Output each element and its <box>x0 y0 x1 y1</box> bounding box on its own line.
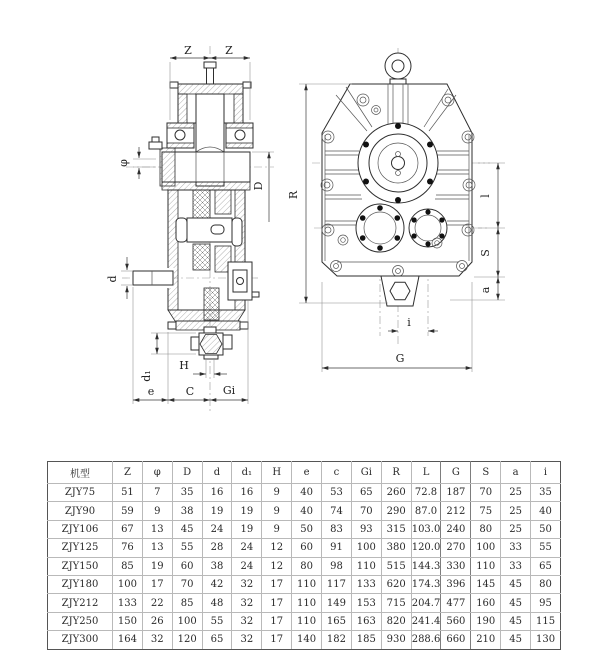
table-cell: 45 <box>501 631 531 649</box>
table-cell: 100 <box>351 539 381 557</box>
table-cell: 103.0 <box>411 520 441 538</box>
model-cell: ZJY300 <box>48 631 113 649</box>
table-cell: 330 <box>441 557 471 575</box>
table-cell: 65 <box>531 557 561 575</box>
table-cell: 24 <box>232 557 262 575</box>
table-cell: 24 <box>202 520 232 538</box>
header-cell: D <box>172 462 202 484</box>
model-cell: ZJY212 <box>48 594 113 612</box>
table-cell: 33 <box>501 557 531 575</box>
table-cell: 26 <box>142 612 172 630</box>
header-cell: S <box>471 462 501 484</box>
header-cell: R <box>381 462 411 484</box>
table-cell: 212 <box>441 502 471 520</box>
table-cell: 820 <box>381 612 411 630</box>
table-cell: 83 <box>322 520 352 538</box>
table-row <box>48 575 561 593</box>
table-cell: 32 <box>232 575 262 593</box>
table-cell: 204.7 <box>411 594 441 612</box>
table-cell: 85 <box>172 594 202 612</box>
table-cell: 93 <box>351 520 381 538</box>
table-cell: 16 <box>232 484 262 502</box>
header-cell: c <box>322 462 352 484</box>
table-cell: 53 <box>322 484 352 502</box>
table-cell: 65 <box>202 631 232 649</box>
spec-table-head <box>48 462 561 484</box>
table-cell: 40 <box>292 484 322 502</box>
header-cell: H <box>262 462 292 484</box>
header-cell: φ <box>142 462 172 484</box>
label-i: i <box>407 316 411 329</box>
table-cell: 45 <box>501 612 531 630</box>
table-cell: 85 <box>113 557 143 575</box>
table-cell: 55 <box>202 612 232 630</box>
label-d1: d₁ <box>140 370 153 382</box>
header-cell: L <box>411 462 441 484</box>
table-cell: 396 <box>441 575 471 593</box>
table-cell: 40 <box>292 502 322 520</box>
header-cell: i <box>531 462 561 484</box>
table-row <box>48 594 561 612</box>
table-cell: 70 <box>471 484 501 502</box>
table-cell: 290 <box>381 502 411 520</box>
table-cell: 144.3 <box>411 557 441 575</box>
table-cell: 19 <box>232 520 262 538</box>
table-cell: 477 <box>441 594 471 612</box>
table-cell: 117 <box>322 575 352 593</box>
label-g1: Gi <box>222 384 236 397</box>
table-cell: 45 <box>172 520 202 538</box>
label-d-upper: D <box>252 181 265 191</box>
table-cell: 22 <box>142 594 172 612</box>
table-cell: 32 <box>232 594 262 612</box>
table-cell: 100 <box>471 539 501 557</box>
table-cell: 17 <box>142 575 172 593</box>
table-cell: 74 <box>322 502 352 520</box>
label-phi: φ <box>117 159 130 167</box>
table-cell: 165 <box>322 612 352 630</box>
front-view <box>287 48 505 372</box>
table-cell: 120.0 <box>411 539 441 557</box>
table-cell: 17 <box>262 612 292 630</box>
table-row <box>48 502 561 520</box>
header-cell: G <box>441 462 471 484</box>
table-cell: 133 <box>351 575 381 593</box>
table-cell: 149 <box>322 594 352 612</box>
table-row <box>48 557 561 575</box>
table-cell: 12 <box>262 539 292 557</box>
table-cell: 24 <box>232 539 262 557</box>
header-cell: d₁ <box>232 462 262 484</box>
table-row <box>48 484 561 502</box>
table-cell: 75 <box>471 502 501 520</box>
table-cell: 91 <box>322 539 352 557</box>
model-cell: ZJY250 <box>48 612 113 630</box>
table-cell: 32 <box>232 612 262 630</box>
table-cell: 315 <box>381 520 411 538</box>
table-cell: 55 <box>172 539 202 557</box>
header-cell: Gi <box>351 462 381 484</box>
table-cell: 140 <box>292 631 322 649</box>
table-cell: 13 <box>142 539 172 557</box>
table-cell: 145 <box>471 575 501 593</box>
table-cell: 38 <box>202 557 232 575</box>
header-cell: Z <box>113 462 143 484</box>
table-cell: 80 <box>531 575 561 593</box>
table-cell: 620 <box>381 575 411 593</box>
table-cell: 51 <box>113 484 143 502</box>
label-z-left: Z <box>184 44 192 57</box>
header-cell: a <box>501 462 531 484</box>
table-cell: 153 <box>351 594 381 612</box>
spec-table-body <box>48 484 561 650</box>
table-row <box>48 520 561 538</box>
spec-table <box>47 461 561 650</box>
table-cell: 17 <box>262 594 292 612</box>
label-g: G <box>395 352 405 365</box>
table-cell: 25 <box>501 484 531 502</box>
table-cell: 133 <box>113 594 143 612</box>
model-cell: ZJY180 <box>48 575 113 593</box>
table-cell: 35 <box>172 484 202 502</box>
table-cell: 45 <box>501 575 531 593</box>
table-cell: 110 <box>471 557 501 575</box>
table-cell: 80 <box>471 520 501 538</box>
table-cell: 380 <box>381 539 411 557</box>
table-cell: 32 <box>142 631 172 649</box>
table-cell: 38 <box>172 502 202 520</box>
label-h: H <box>179 359 189 372</box>
label-s: S <box>479 249 492 257</box>
table-cell: 76 <box>113 539 143 557</box>
table-cell: 17 <box>262 575 292 593</box>
table-cell: 87.0 <box>411 502 441 520</box>
table-cell: 9 <box>262 502 292 520</box>
model-cell: ZJY125 <box>48 539 113 557</box>
table-cell: 40 <box>531 502 561 520</box>
table-cell: 515 <box>381 557 411 575</box>
table-cell: 160 <box>471 594 501 612</box>
table-cell: 185 <box>351 631 381 649</box>
table-cell: 120 <box>172 631 202 649</box>
table-cell: 59 <box>113 502 143 520</box>
model-cell: ZJY150 <box>48 557 113 575</box>
header-cell: d <box>202 462 232 484</box>
header-cell: e <box>292 462 322 484</box>
label-l: l <box>479 194 492 198</box>
table-cell: 55 <box>531 539 561 557</box>
table-row <box>48 539 561 557</box>
table-cell: 240 <box>441 520 471 538</box>
table-cell: 715 <box>381 594 411 612</box>
table-cell: 19 <box>202 502 232 520</box>
header-row <box>48 462 561 484</box>
table-cell: 95 <box>531 594 561 612</box>
table-cell: 25 <box>501 502 531 520</box>
table-cell: 163 <box>351 612 381 630</box>
table-cell: 19 <box>142 557 172 575</box>
table-row <box>48 631 561 649</box>
table-cell: 48 <box>202 594 232 612</box>
table-cell: 50 <box>531 520 561 538</box>
label-d-shaft: d <box>106 275 119 283</box>
table-cell: 241.4 <box>411 612 441 630</box>
table-cell: 16 <box>202 484 232 502</box>
label-a: a <box>479 286 492 294</box>
label-e: e <box>147 385 155 398</box>
side-section-view <box>106 44 274 412</box>
table-cell: 72.8 <box>411 484 441 502</box>
table-cell: 174.3 <box>411 575 441 593</box>
table-cell: 110 <box>351 557 381 575</box>
table-cell: 80 <box>292 557 322 575</box>
table-row <box>48 612 561 630</box>
table-cell: 50 <box>292 520 322 538</box>
table-cell: 270 <box>441 539 471 557</box>
table-cell: 7 <box>142 484 172 502</box>
table-cell: 164 <box>113 631 143 649</box>
table-cell: 70 <box>351 502 381 520</box>
header-cell: 机型 <box>48 462 113 484</box>
table-cell: 930 <box>381 631 411 649</box>
model-cell: ZJY75 <box>48 484 113 502</box>
table-cell: 67 <box>113 520 143 538</box>
table-cell: 32 <box>232 631 262 649</box>
table-cell: 98 <box>322 557 352 575</box>
table-cell: 110 <box>292 612 322 630</box>
table-cell: 45 <box>501 594 531 612</box>
table-cell: 130 <box>531 631 561 649</box>
label-r: R <box>287 190 300 200</box>
table-cell: 190 <box>471 612 501 630</box>
table-cell: 660 <box>441 631 471 649</box>
table-cell: 65 <box>351 484 381 502</box>
table-cell: 9 <box>262 484 292 502</box>
model-cell: ZJY106 <box>48 520 113 538</box>
table-cell: 19 <box>232 502 262 520</box>
table-cell: 42 <box>202 575 232 593</box>
table-cell: 28 <box>202 539 232 557</box>
table-cell: 9 <box>262 520 292 538</box>
table-cell: 150 <box>113 612 143 630</box>
table-cell: 110 <box>292 594 322 612</box>
table-cell: 115 <box>531 612 561 630</box>
table-cell: 210 <box>471 631 501 649</box>
table-cell: 25 <box>501 520 531 538</box>
table-cell: 9 <box>142 502 172 520</box>
table-cell: 260 <box>381 484 411 502</box>
table-cell: 100 <box>172 612 202 630</box>
table-cell: 560 <box>441 612 471 630</box>
table-cell: 12 <box>262 557 292 575</box>
model-cell: ZJY90 <box>48 502 113 520</box>
table-cell: 60 <box>292 539 322 557</box>
table-cell: 288.6 <box>411 631 441 649</box>
table-cell: 33 <box>501 539 531 557</box>
label-c: C <box>185 385 195 398</box>
table-cell: 187 <box>441 484 471 502</box>
table-cell: 35 <box>531 484 561 502</box>
table-cell: 100 <box>113 575 143 593</box>
table-cell: 182 <box>322 631 352 649</box>
label-z-right: Z <box>225 44 233 57</box>
table-cell: 60 <box>172 557 202 575</box>
table-cell: 70 <box>172 575 202 593</box>
table-cell: 13 <box>142 520 172 538</box>
table-cell: 17 <box>262 631 292 649</box>
table-cell: 110 <box>292 575 322 593</box>
